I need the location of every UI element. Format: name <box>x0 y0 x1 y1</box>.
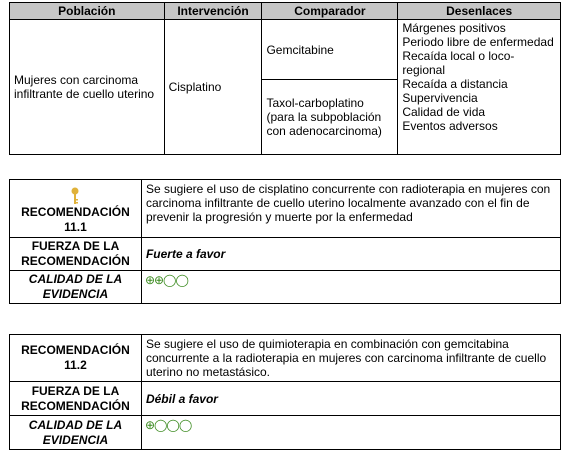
outcome-item: Eventos adversos <box>402 119 498 133</box>
outcome-item: Supervivencia <box>402 91 478 105</box>
recommendation-table-2 <box>9 334 561 450</box>
key-icon <box>70 187 80 205</box>
recommendation-table-1 <box>9 179 561 304</box>
recommendation-label-cell <box>10 180 142 238</box>
pico-table <box>9 2 561 155</box>
strength-value: Fuerte a favor <box>141 238 560 271</box>
quality-label: CALIDAD DE LA EVIDENCIA <box>10 416 142 450</box>
header-outcomes: Desenlaces <box>398 3 561 20</box>
header-intervention: Intervención <box>164 3 262 20</box>
recommendation-text: Se sugiere el uso de cisplatino concurrente con radioterapia en mujeres con carcinoma infiltrante de cuello uterino localmente avanzado con el fin de prevenir la progresión y muerte por la enfermedad <box>141 180 560 238</box>
strength-value: Débil a favor <box>141 382 560 416</box>
strength-label: FUERZA DE LA RECOMENDACIÓN <box>10 238 142 271</box>
population-cell: Mujeres con carcinoma infiltrante de cuello uterino <box>10 20 165 155</box>
outcomes-cell <box>398 20 561 155</box>
header-population: Población <box>10 3 165 20</box>
comparator-cell-2: Taxol-carboplatino (para la subpoblación con adenocarcinoma) <box>262 80 398 155</box>
quality-symbols: ⊕◯◯◯ <box>141 416 560 450</box>
recommendation-label-cell <box>10 335 142 382</box>
recommendation-label: RECOMENDACIÓN 11.2 <box>21 343 130 372</box>
comparator-cell-1: Gemcitabine <box>262 20 398 80</box>
strength-label: FUERZA DE LA RECOMENDACIÓN <box>10 382 142 416</box>
quality-label: CALIDAD DE LA EVIDENCIA <box>10 271 142 304</box>
pico-header-row <box>10 3 561 20</box>
recommendation-label: RECOMENDACIÓN 11.1 <box>21 205 130 234</box>
outcome-item: Recaída a distancia <box>402 77 508 91</box>
recommendation-text: Se sugiere el uso de quimioterapia en combinación con gemcitabina concurrente a la radioterapia en mujeres con carcinoma infiltrante de cuello uterino no metastásico. <box>141 335 560 382</box>
intervention-cell: Cisplatino <box>164 20 262 155</box>
header-comparator: Comparador <box>262 3 398 20</box>
quality-symbols: ⊕⊕◯◯ <box>141 271 560 304</box>
outcome-item: Calidad de vida <box>402 105 486 119</box>
outcome-item: Márgenes positivos <box>402 21 506 35</box>
outcome-item: Periodo libre de enfermedad <box>402 35 554 49</box>
outcome-item: Recaída local o loco-regional <box>402 49 515 77</box>
